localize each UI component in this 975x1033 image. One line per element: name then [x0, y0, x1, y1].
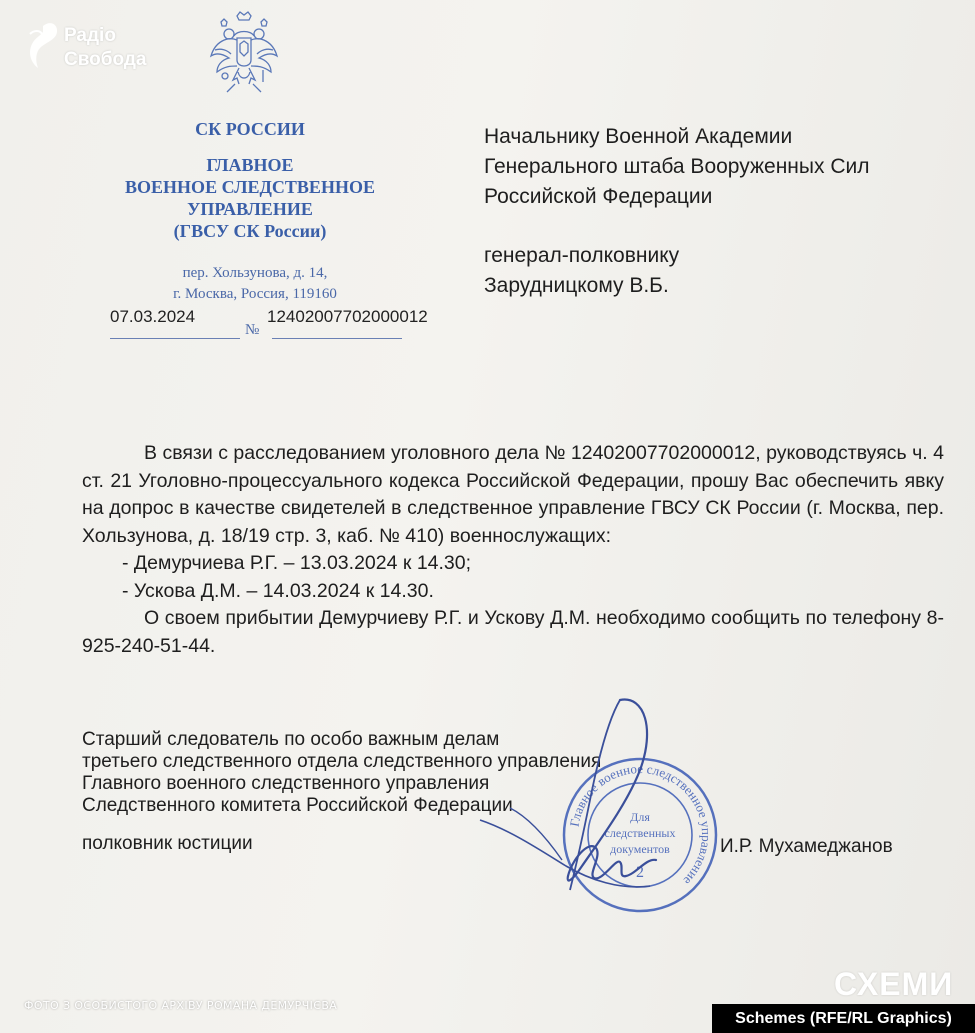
- stamp-ring-text: Главное военное следственное управление: [566, 760, 715, 889]
- graphics-tag: Schemes (RFE/RL Graphics): [712, 1004, 975, 1033]
- double-headed-eagle-emblem-icon: [207, 10, 281, 98]
- witness-item: - Ускова Д.М. – 14.03.2024 к 14.30.: [122, 579, 434, 602]
- sender-org-line: (ГВСУ СК России): [173, 221, 327, 241]
- date-underline: [110, 338, 240, 339]
- watermark-line1: Радіо: [64, 25, 116, 46]
- address-line: пер. Хользунова, д. 14,: [182, 265, 328, 281]
- sender-org-line: ВОЕННОЕ СЛЕДСТВЕННОЕ: [125, 177, 375, 197]
- handwritten-signature: [470, 690, 700, 920]
- addressee-line: Начальнику Военной Академии: [484, 125, 793, 148]
- addressee-name: Зарудницкому В.Б.: [484, 274, 669, 297]
- position-line: Главного военного следственного управления: [82, 773, 490, 794]
- sender-org-line: ГЛАВНОЕ: [206, 155, 294, 175]
- radio-svoboda-logo-icon: [26, 20, 60, 70]
- letter-body: [82, 440, 944, 660]
- position-line: третьего следственного отдела следственного управления: [82, 751, 602, 772]
- addressee-block: [484, 122, 954, 301]
- stamp-center-line: документов: [610, 842, 670, 856]
- schemes-brand-logo: СХЕМИ: [834, 966, 954, 1002]
- registration-date: 07.03.2024: [110, 307, 196, 326]
- addressee-line: Генерального штаба Вооруженных Сил: [484, 155, 870, 178]
- sender-org-line: УПРАВЛЕНИЕ: [187, 199, 313, 219]
- watermark-line2: Свобода: [64, 49, 147, 70]
- sender-address: [120, 263, 390, 305]
- stamp-center-line: следственных: [604, 826, 676, 840]
- witness-item: - Демурчиева Р.Г. – 13.03.2024 к 14.30;: [122, 552, 472, 574]
- sender-block: [100, 118, 400, 242]
- body-paragraph: В связи с расследованием уголовного дела № 12402007702000012, руководствуясь ч. 4 ст. 21 Уголовно-процессуального кодекса Российской Федерации, прошу Вас обеспечить явку на допрос в качестве свидетелей в следственное управление ГВСУ СК России (г. Москва, пер. Хользунова, д. 18/19 стр. 3, каб. № 410) военнослужащих:: [82, 442, 944, 547]
- address-line: г. Москва, Россия, 119160: [173, 286, 337, 302]
- signer-rank: полковник юстиции: [82, 833, 253, 854]
- sender-org-short: СК РОССИИ: [195, 119, 305, 139]
- position-line: Следственного комитета Российской Федерации: [82, 795, 513, 816]
- position-line: Старший следователь по особо важным делам: [82, 729, 500, 750]
- stamp-number: 2: [636, 864, 644, 881]
- addressee-rank: генерал-полковнику: [484, 244, 680, 267]
- photo-credit: ФОТО З ОСОБИСТОГО АРХІВУ РОМАНА ДЕМУРЧІЄВА: [24, 999, 338, 1012]
- signer-name: И.Р. Мухамеджанов: [720, 836, 893, 857]
- registration-number: 12402007702000012: [267, 307, 428, 326]
- number-sign: №: [245, 322, 260, 338]
- addressee-line: Российской Федерации: [484, 185, 713, 208]
- closing-paragraph: О своем прибытии Демурчиеву Р.Г. и Ускову Д.М. необходимо сообщить по телефону 8-925-240-51-44.: [82, 607, 944, 657]
- stamp-center-line: Для: [630, 810, 650, 824]
- number-underline: [272, 338, 402, 339]
